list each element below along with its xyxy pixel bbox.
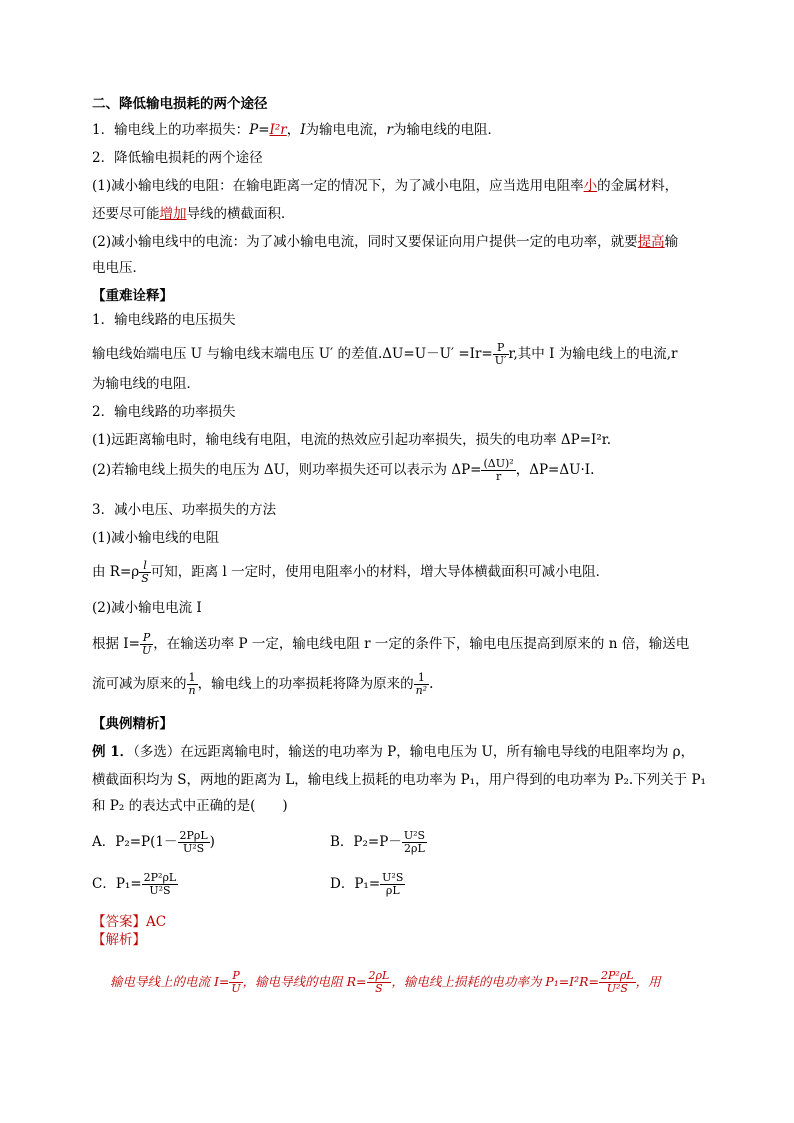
methods-title: 3．减小电压、功率损失的方法 [92,502,277,518]
fraction: $\frac{\text{U²S}}{2\rho L}$ [403,829,426,855]
reduce-current-line: (2)减小输电线中的电流：为了减小输电电流，同时又要保证向用户提供一定的电功率，就要提高输 [92,234,679,250]
fraction: $\frac{1}{\text{n²}}$ [415,671,428,697]
method-2-formula: 根据 I= $\frac{P}{U}$ ，在输送功率 P 一定，输电线电阻 r 一定的条件下，输电电压提高到原来的 n 倍，输送电 [92,631,690,657]
fraction: $\frac{1}{n}$ [188,671,196,697]
examples-title: 【典例精析】 [92,716,173,732]
key-points-title: 【重难诠释】 [92,288,173,304]
method-2-formula-2: 流可减为原来的 $\frac{1}{n}$ ，输电线上的功率损耗将降为原来的 $\frac{1}{\text{n²}}$ . [92,671,434,697]
method-1-formula: 由 R=ρ $\frac{l}{S}$ 可知，距离 l 一定时，使用电阻率小的材料，增大导体横截面积可减小电阻． [92,559,610,585]
voltage-loss-formula: 输电线始端电压 U 与输电线末端电压 U′ 的差值.ΔU=U－U′ =Ir= $\frac{P}{U'}$ r,其中 I 为输电线上的电流,r [92,341,678,367]
section-title-reduce-loss: 二、降低输电损耗的两个途径 [92,96,268,112]
analysis-label: 【解析】 [92,932,146,948]
example-question-line-2: 横截面积均为 S，两地的距离为 L，输电线上损耗的电功率为 P₁，用户得到的电功率为 P₂.下列关于 P₁ [92,772,706,788]
voltage-loss-title: 1．输电线路的电压损失 [92,312,236,328]
voltage-loss-line-2: 为输电线的电阻． [92,376,200,392]
reduce-current-line-2: 电电压． [92,260,146,276]
reduce-resistance-line: (1)减小输电线的电阻：在输电距离一定的情况下，为了减小电阻，应当选用电阻率小的金属材料， [92,178,679,194]
answer-label: 【答案】AC [92,914,167,930]
power-loss-item-2: (2)若输电线上损失的电压为 ΔU，则功率损失还可以表示为 ΔP= $\frac{\text{(ΔU)²}}{r}$ ，ΔP=ΔU·I. [92,457,595,483]
fraction: $\frac{P}{U}$ [141,631,152,657]
analysis-text: 输电导线上的电流 I= $\frac{P}{U}$ ，输电导线的电阻 R= $\frac{2\rho L}{S}$ ，输电线上损耗的电功率为 P₁=I²R= $\frac{\text{2P²ρL}}{\text{U²S}}$ ，用 [110,969,661,995]
filled-blank: 增加 [159,206,187,222]
power-loss-title: 2．输电线路的功率损失 [92,404,236,420]
fraction: $\frac{P}{U}$ [231,969,241,995]
example-question-line-1: 例 1．（多选）在远距离输电时，输送的电功率为 P，输电电压为 U，所有输电导线的电阻率均为 ρ， [92,744,695,760]
filled-blank: 小 [583,178,598,194]
power-loss-item-1: (1)远距离输电时，输电线有电阻，电流的热效应引起功率损失，损失的电功率 ΔP=I²r. [92,432,612,448]
example-question-line-3: 和 P₂ 的表达式中正确的是( ) [92,798,288,814]
reduce-resistance-line-2: 还要尽可能增加导线的横截面积． [92,206,295,222]
option-c[interactable]: C．P₁= $\frac{\text{2P²ρL}}{\text{U²S}}$ [92,871,177,897]
option-b[interactable]: B．P₂=P－ $\frac{\text{U²S}}{2\rho L}$ [330,829,426,855]
fraction: $\frac{P}{U'}$ [494,341,507,367]
fraction: $\frac{\text{2P²ρL}}{\text{U²S}}$ [601,969,634,995]
fraction: $\frac{\text{(ΔU)²}}{r}$ [483,457,514,483]
power-loss-line: 1．输电线上的功率损失：P=I²r，I为输电电流，r为输电线的电阻． [92,122,502,138]
option-d[interactable]: D．P₁= $\frac{\text{U²S}}{\rho L}$ [330,871,404,897]
fraction: $\frac{\text{U²S}}{\rho L}$ [382,871,404,897]
option-a[interactable]: A．P₂=P(1－ $\frac{\text{2PρL}}{\text{U²S}}$ ) [92,829,215,855]
fraction: $\frac{\text{2PρL}}{\text{U²S}}$ [179,829,208,855]
method-1-title: (1)减小输电线的电阻 [92,530,220,546]
two-ways-line: 2．降低输电损耗的两个途径 [92,150,263,166]
fraction: $\frac{\text{2P²ρL}}{\text{U²S}}$ [143,871,177,897]
fraction: $\frac{l}{S}$ [141,559,149,585]
filled-blank: 提高 [637,234,665,250]
filled-blank: I²r [269,122,287,138]
method-2-title: (2)减小输电电流 I [92,600,202,616]
fraction: $\frac{2\rho L}{S}$ [368,969,390,995]
